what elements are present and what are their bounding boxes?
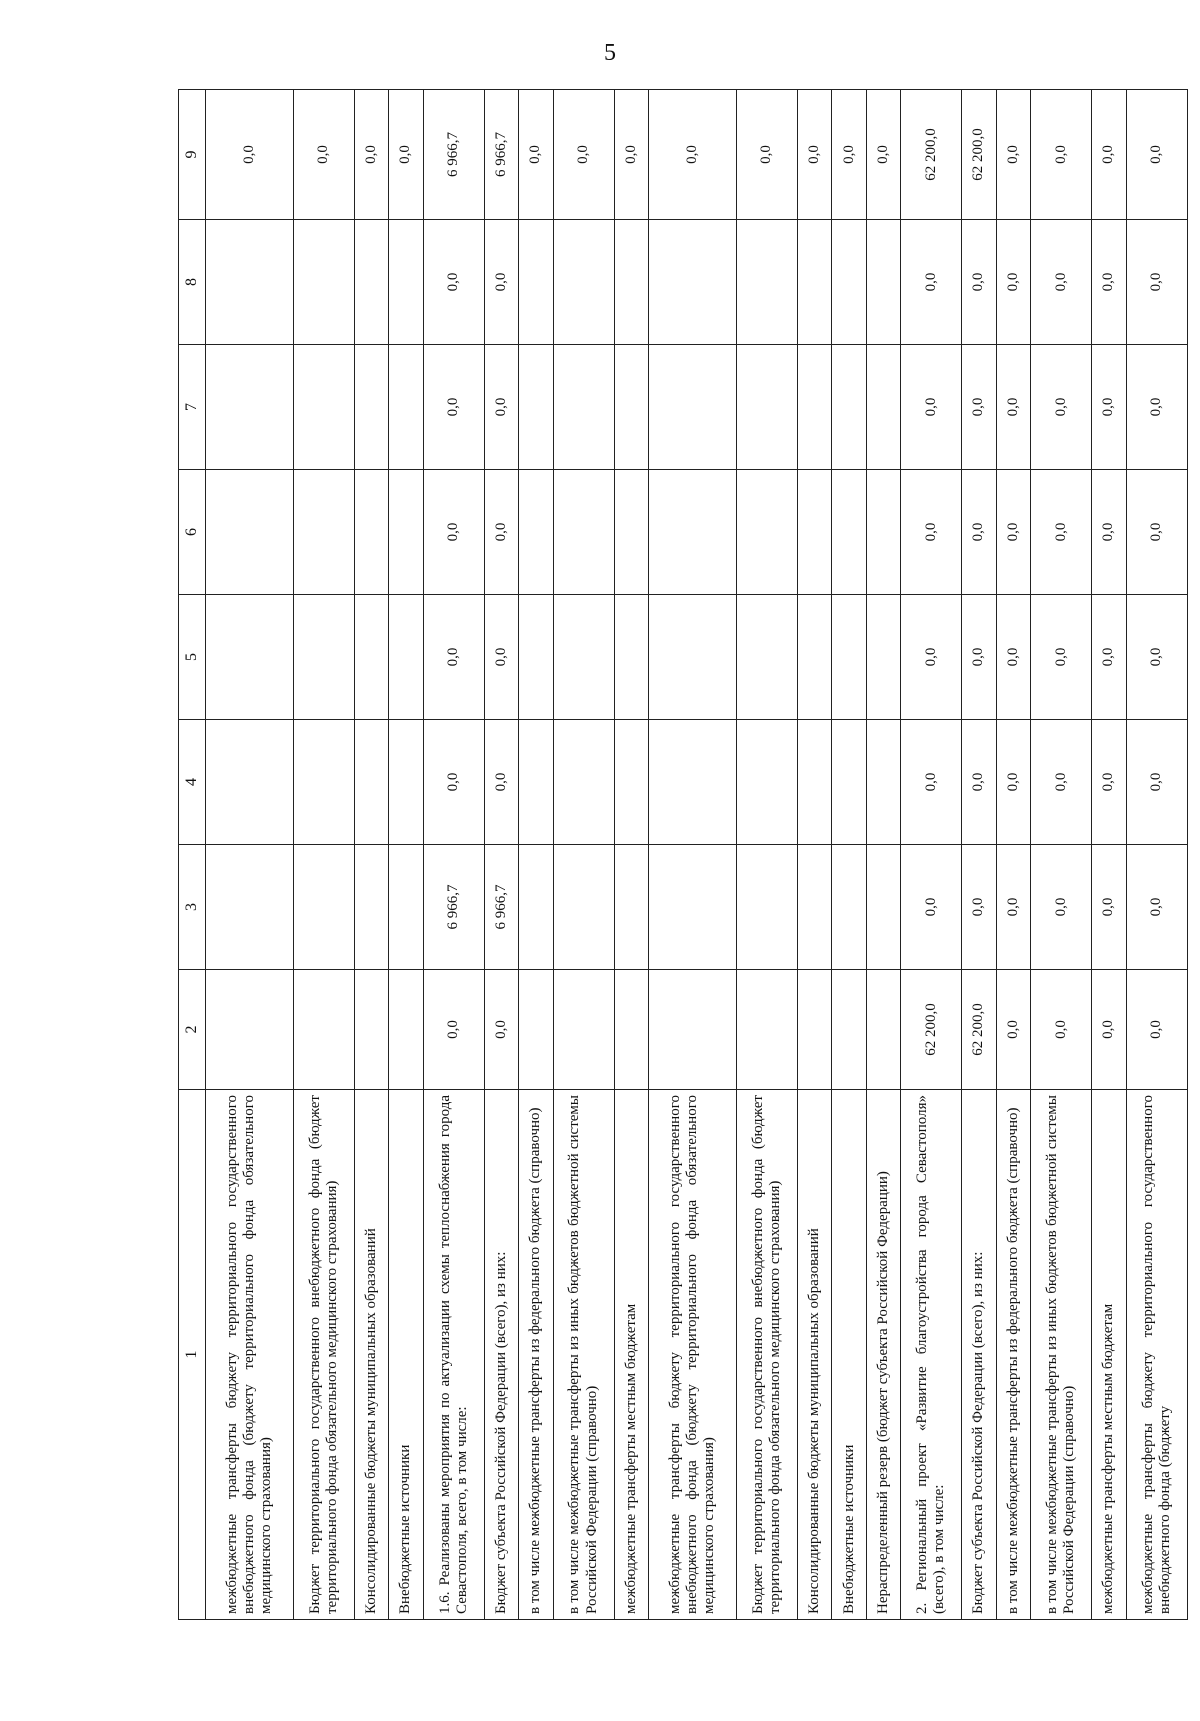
header-col-5: 5 [179, 595, 206, 720]
cell-col-8 [519, 220, 553, 345]
cell-col-7 [354, 345, 388, 470]
cell-col-6 [389, 470, 423, 595]
cell-col-3 [519, 845, 553, 970]
cell-col-5 [798, 595, 832, 720]
cell-col-5 [293, 595, 354, 720]
cell-col-3: 0,0 [901, 845, 962, 970]
row-label: Бюджет субъекта Российской Федерации (всего), из них: [484, 1090, 518, 1620]
cell-col-7: 0,0 [484, 345, 518, 470]
cell-col-4: 0,0 [1031, 720, 1092, 845]
cell-col-5 [389, 595, 423, 720]
cell-col-3 [736, 845, 797, 970]
table-row [614, 90, 648, 1620]
row-label: межбюджетные трансферты бюджету территориального государственного внебюджетного фонда (бюджету территориального фонда обязательного медицинского страхования) [206, 1090, 294, 1620]
cell-col-9: 6 966,7 [484, 90, 518, 220]
cell-col-4 [866, 720, 900, 845]
row-label: в том числе межбюджетные трансферты из федерального бюджета (справочно) [996, 1090, 1030, 1620]
cell-col-8: 0,0 [423, 220, 484, 345]
cell-col-8 [553, 220, 614, 345]
cell-col-6: 0,0 [1092, 470, 1126, 595]
cell-col-6 [866, 470, 900, 595]
cell-col-4 [649, 720, 737, 845]
cell-col-8: 0,0 [901, 220, 962, 345]
cell-col-6: 0,0 [901, 470, 962, 595]
cell-col-6: 0,0 [423, 470, 484, 595]
cell-col-2 [389, 970, 423, 1090]
row-label: Бюджет субъекта Российской Федерации (всего), из них: [962, 1090, 996, 1620]
header-col-7: 7 [179, 345, 206, 470]
cell-col-6 [649, 470, 737, 595]
cell-col-3 [354, 845, 388, 970]
cell-col-9: 0,0 [293, 90, 354, 220]
row-label: межбюджетные трансферты местным бюджетам [1092, 1090, 1126, 1620]
cell-col-7 [798, 345, 832, 470]
row-label: в том числе межбюджетные трансферты из иных бюджетов бюджетной системы Российской Федерации (справочно) [1031, 1090, 1092, 1620]
cell-col-9: 0,0 [736, 90, 797, 220]
cell-col-8: 0,0 [1092, 220, 1126, 345]
header-col-3: 3 [179, 845, 206, 970]
cell-col-9: 0,0 [553, 90, 614, 220]
table-row [1092, 90, 1126, 1620]
row-label: Бюджет территориального государственного внебюджетного фонда (бюджет территориального фонда обязательного медицинского страхования) [736, 1090, 797, 1620]
table-row [798, 90, 832, 1620]
cell-col-3 [293, 845, 354, 970]
cell-col-8: 0,0 [996, 220, 1030, 345]
cell-col-6 [293, 470, 354, 595]
cell-col-6: 0,0 [484, 470, 518, 595]
row-label: межбюджетные трансферты бюджету территориального государственного внебюджетного фонда (бюджету территориального фонда обязательного медицинского страхования) [649, 1090, 737, 1620]
row-label: в том числе межбюджетные трансферты из иных бюджетов бюджетной системы Российской Федерации (справочно) [553, 1090, 614, 1620]
cell-col-5 [206, 595, 294, 720]
cell-col-9: 62 200,0 [962, 90, 996, 220]
cell-col-3 [614, 845, 648, 970]
cell-col-2 [832, 970, 866, 1090]
cell-col-4 [293, 720, 354, 845]
cell-col-8 [866, 220, 900, 345]
row-label: Нераспределенный резерв (бюджет субъекта Российской Федерации) [866, 1090, 900, 1620]
cell-col-8 [649, 220, 737, 345]
cell-col-5 [866, 595, 900, 720]
cell-col-2 [614, 970, 648, 1090]
cell-col-3 [832, 845, 866, 970]
table-row [649, 90, 737, 1620]
cell-col-2: 0,0 [484, 970, 518, 1090]
cell-col-9: 62 200,0 [901, 90, 962, 220]
cell-col-6 [798, 470, 832, 595]
cell-col-8: 0,0 [962, 220, 996, 345]
header-col-9: 9 [179, 90, 206, 220]
cell-col-3: 6 966,7 [484, 845, 518, 970]
cell-col-6 [206, 470, 294, 595]
header-col-1: 1 [179, 1090, 206, 1620]
cell-col-7 [553, 345, 614, 470]
table-row [484, 90, 518, 1620]
cell-col-2 [866, 970, 900, 1090]
cell-col-6 [519, 470, 553, 595]
cell-col-5 [519, 595, 553, 720]
cell-col-3: 0,0 [996, 845, 1030, 970]
cell-col-9: 0,0 [832, 90, 866, 220]
row-label: Консолидированные бюджеты муниципальных образований [798, 1090, 832, 1620]
cell-col-7: 0,0 [1092, 345, 1126, 470]
cell-col-8 [798, 220, 832, 345]
cell-col-3 [866, 845, 900, 970]
cell-col-2 [519, 970, 553, 1090]
cell-col-2: 0,0 [996, 970, 1030, 1090]
header-row [179, 90, 206, 1620]
cell-col-6 [736, 470, 797, 595]
cell-col-7 [206, 345, 294, 470]
cell-col-5: 0,0 [1126, 595, 1187, 720]
cell-col-6 [553, 470, 614, 595]
cell-col-4: 0,0 [1092, 720, 1126, 845]
cell-col-8 [389, 220, 423, 345]
row-label: Внебюджетные источники [832, 1090, 866, 1620]
cell-col-2 [553, 970, 614, 1090]
cell-col-3 [798, 845, 832, 970]
cell-col-6 [832, 470, 866, 595]
cell-col-4 [354, 720, 388, 845]
cell-col-4: 0,0 [996, 720, 1030, 845]
cell-col-7: 0,0 [901, 345, 962, 470]
cell-col-9: 0,0 [866, 90, 900, 220]
cell-col-7 [832, 345, 866, 470]
cell-col-2 [354, 970, 388, 1090]
cell-col-5 [736, 595, 797, 720]
table-row [962, 90, 996, 1620]
cell-col-2: 0,0 [1092, 970, 1126, 1090]
cell-col-4 [389, 720, 423, 845]
cell-col-2: 62 200,0 [901, 970, 962, 1090]
cell-col-7: 0,0 [1031, 345, 1092, 470]
cell-col-9: 0,0 [798, 90, 832, 220]
cell-col-6: 0,0 [996, 470, 1030, 595]
table-row [866, 90, 900, 1620]
cell-col-4 [519, 720, 553, 845]
rotated-table-container [178, 90, 1188, 1620]
cell-col-5: 0,0 [423, 595, 484, 720]
cell-col-9: 0,0 [996, 90, 1030, 220]
cell-col-3 [389, 845, 423, 970]
cell-col-4 [206, 720, 294, 845]
header-col-4: 4 [179, 720, 206, 845]
cell-col-7 [649, 345, 737, 470]
cell-col-2 [736, 970, 797, 1090]
cell-col-4 [614, 720, 648, 845]
table-row [423, 90, 484, 1620]
table-row [1031, 90, 1092, 1620]
table-row [996, 90, 1030, 1620]
cell-col-9: 6 966,7 [423, 90, 484, 220]
cell-col-9: 0,0 [649, 90, 737, 220]
cell-col-5: 0,0 [962, 595, 996, 720]
cell-col-4 [736, 720, 797, 845]
cell-col-5 [354, 595, 388, 720]
cell-col-4: 0,0 [1126, 720, 1187, 845]
cell-col-3: 0,0 [1126, 845, 1187, 970]
cell-col-4: 0,0 [484, 720, 518, 845]
cell-col-9: 0,0 [206, 90, 294, 220]
table-row [354, 90, 388, 1620]
table-row [293, 90, 354, 1620]
cell-col-6: 0,0 [1031, 470, 1092, 595]
cell-col-3 [206, 845, 294, 970]
cell-col-5 [553, 595, 614, 720]
cell-col-8 [614, 220, 648, 345]
row-label: 1.6. Реализованы мероприятия по актуализации схемы теплоснабжения города Севастополя, всего, в том числе: [423, 1090, 484, 1620]
table-row [832, 90, 866, 1620]
cell-col-7: 0,0 [1126, 345, 1187, 470]
cell-col-9: 0,0 [354, 90, 388, 220]
cell-col-5 [832, 595, 866, 720]
cell-col-9: 0,0 [1031, 90, 1092, 220]
cell-col-4: 0,0 [962, 720, 996, 845]
header-col-6: 6 [179, 470, 206, 595]
row-label: межбюджетные трансферты местным бюджетам [614, 1090, 648, 1620]
row-label: Консолидированные бюджеты муниципальных образований [354, 1090, 388, 1620]
header-col-2: 2 [179, 970, 206, 1090]
cell-col-3: 0,0 [1092, 845, 1126, 970]
cell-col-2: 0,0 [423, 970, 484, 1090]
cell-col-5: 0,0 [1092, 595, 1126, 720]
cell-col-2 [293, 970, 354, 1090]
table-row [736, 90, 797, 1620]
cell-col-4: 0,0 [901, 720, 962, 845]
cell-col-7 [519, 345, 553, 470]
table-row [553, 90, 614, 1620]
row-label: Бюджет территориального государственного внебюджетного фонда (бюджет территориального фонда обязательного медицинского страхования) [293, 1090, 354, 1620]
cell-col-2 [206, 970, 294, 1090]
cell-col-7 [293, 345, 354, 470]
table-body [206, 90, 1188, 1620]
cell-col-7 [736, 345, 797, 470]
cell-col-3: 0,0 [962, 845, 996, 970]
cell-col-3: 0,0 [1031, 845, 1092, 970]
row-label: межбюджетные трансферты бюджету территориального государственного внебюджетного фонда (бюджету [1126, 1090, 1187, 1620]
table-row [1126, 90, 1187, 1620]
cell-col-8: 0,0 [1126, 220, 1187, 345]
cell-col-8 [293, 220, 354, 345]
cell-col-2: 62 200,0 [962, 970, 996, 1090]
row-label: в том числе межбюджетные трансферты из федерального бюджета (справочно) [519, 1090, 553, 1620]
cell-col-8 [832, 220, 866, 345]
page-number: 5 [604, 40, 616, 66]
row-label: 2. Региональный проект «Развитие благоустройства города Севастополя» (всего), в том числе: [901, 1090, 962, 1620]
cell-col-2 [649, 970, 737, 1090]
cell-col-2 [798, 970, 832, 1090]
cell-col-8 [736, 220, 797, 345]
cell-col-4 [798, 720, 832, 845]
header-col-8: 8 [179, 220, 206, 345]
cell-col-5 [649, 595, 737, 720]
cell-col-7: 0,0 [962, 345, 996, 470]
cell-col-5: 0,0 [996, 595, 1030, 720]
cell-col-7: 0,0 [996, 345, 1030, 470]
table-row [519, 90, 553, 1620]
cell-col-8 [206, 220, 294, 345]
cell-col-7: 0,0 [423, 345, 484, 470]
cell-col-2: 0,0 [1031, 970, 1092, 1090]
cell-col-9: 0,0 [1092, 90, 1126, 220]
table-row [389, 90, 423, 1620]
cell-col-6: 0,0 [962, 470, 996, 595]
cell-col-9: 0,0 [519, 90, 553, 220]
budget-table [178, 89, 1188, 1620]
cell-col-5: 0,0 [1031, 595, 1092, 720]
cell-col-5: 0,0 [901, 595, 962, 720]
cell-col-3: 6 966,7 [423, 845, 484, 970]
cell-col-5 [614, 595, 648, 720]
cell-col-4 [553, 720, 614, 845]
cell-col-7 [389, 345, 423, 470]
cell-col-8: 0,0 [1031, 220, 1092, 345]
cell-col-8 [354, 220, 388, 345]
cell-col-9: 0,0 [1126, 90, 1187, 220]
table-row [901, 90, 962, 1620]
cell-col-4 [832, 720, 866, 845]
table-row [206, 90, 294, 1620]
cell-col-7 [614, 345, 648, 470]
cell-col-6 [354, 470, 388, 595]
cell-col-7 [866, 345, 900, 470]
cell-col-5: 0,0 [484, 595, 518, 720]
row-label: Внебюджетные источники [389, 1090, 423, 1620]
cell-col-6 [614, 470, 648, 595]
cell-col-9: 0,0 [389, 90, 423, 220]
cell-col-4: 0,0 [423, 720, 484, 845]
cell-col-9: 0,0 [614, 90, 648, 220]
cell-col-3 [553, 845, 614, 970]
cell-col-6: 0,0 [1126, 470, 1187, 595]
cell-col-2: 0,0 [1126, 970, 1187, 1090]
cell-col-3 [649, 845, 737, 970]
cell-col-8: 0,0 [484, 220, 518, 345]
